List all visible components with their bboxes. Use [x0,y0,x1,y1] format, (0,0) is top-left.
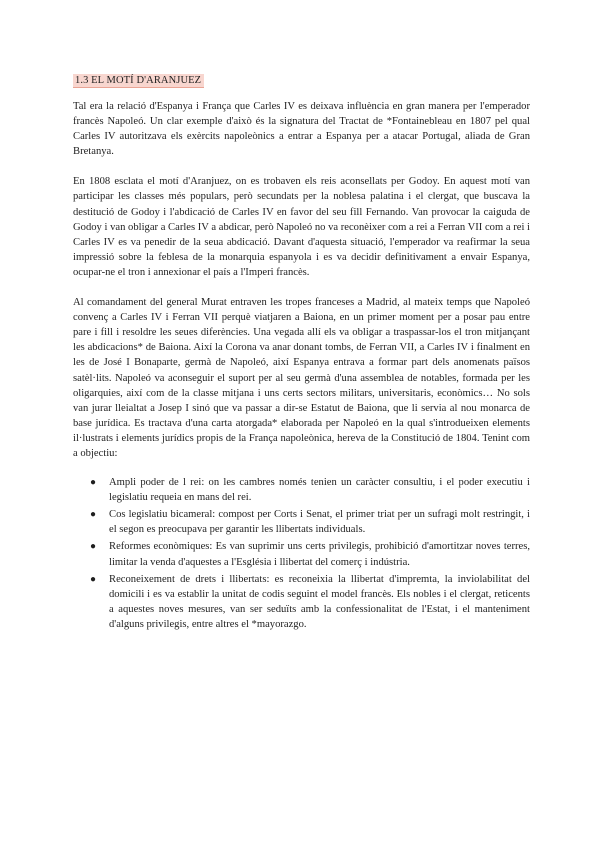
bullet-icon: ● [90,509,97,521]
list-item [90,507,530,537]
paragraph-1: Tal era la relació d'Espanya i França que Carles IV es deixava influència en gran manera per l'emperador francès Napoleó. Un clar exemple d'això és la signatura del Tractat de *Fontainebleau en 1807 pel qual Carles IV autoritzava els exèrcits napoleònics a entrar a Espanya per a atacar Portugal, aliada de Gran Bretanya. [73,101,530,158]
bullet-icon: ● [90,541,97,553]
list-item-text: Reconeixement de drets i llibertats: es reconeixia la llibertat d'impremta, la inviolabilitat del domicili i es va establir la unitat de codis seguint el model francès. Els nobles i el clergat, reticents a aquestes noves mesures, van ser seduïts amb la confessionalitat de l'Estat, i el manteniment d'alguns privilegis, entre altres el *mayorazgo. [109,573,530,630]
paragraph-2: En 1808 esclata el motí d'Aranjuez, on es trobaven els reis aconsellats per Godoy. En aquest motí van participar les classes més populars, però secundats per la noblesa palatina i el clergat, que buscava la destitució de Godoy i l'abdicació de Carles IV en favor del seu fill Fernando. Van provocar la caiguda de Godoy i van obligar a Carles IV a abdicar, però Napoleó no va reconèixer com a rei a Ferran VII com a rei i Carles IV es va penedir de la seua abdicació. Davant d'aquesta situació, l'emperador va reafirmar la seua impressió sobre la feblesa de la monarquia espanyola i es va decidir definitivament a envair Espanya, ocupar-ne el tron i annexionar el país a l'Imperi francès. [73,176,530,278]
bullet-icon: ● [90,477,97,489]
list-item [90,539,530,569]
list-item [90,572,530,632]
list-item-text: Ampli poder de l rei: on les cambres només tenien un caràcter consultiu, i el poder executiu i legislatiu requeia en mans del rei. [109,477,530,504]
bullet-icon: ● [90,573,97,585]
paragraph-3: Al comandament del general Murat entraven les tropes franceses a Madrid, al mateix temps que Napoleó convenç a Carles IV i Ferran VII perquè viatjaren a Baiona, en un primer moment per a posar pau entre pare i fill i resoldre les seues diferències. Una vegada allí els va obligar a traspassar-los el tron mitjançant les abdicacions* de Baiona. Així la Corona va anar donant tombs, de Ferran VII, a Carles IV i finalment en les de José I Bonaparte, germà de Napoleó, així Espanya entrava a formar part dels anomenats països satèl·lits. Napoleó va aconseguir el suport per al seu germà d'una assemblea de notables, formada per les oligarquies, així com de la classe mitjana i uns certs sectors militars, universitaris, econòmics… No sols van jurar lleialtat a Josep I sinó que va passar a dir-se Estatut de Baiona, que li servia al nou monarca de base jurídica. Es tractava d'una carta atorgada* elaborada per Napoleó en la qual s'introdueixen elements il·lustrats i elements jurídics propis de la França napoleònica, hereva de la Constitució de 1804. Tenint com a objectiu: [73,297,530,459]
list-item-text: Cos legislatiu bicameral: compost per Corts i Senat, el primer triat per un sufragi molt restringit, i el segon es preocupava per garantir les llibertats individuals. [109,509,530,536]
section-heading: 1.3 EL MOTÍ D'ARANJUEZ [73,74,204,88]
list-item-text: Reformes econòmiques: Es van suprimir uns certs privilegis, prohibició d'amortitzar noves terres, limitar la venda d'aquestes a l'Església i llibertat del comerç i indústria. [109,541,530,568]
objectives-list [73,475,530,632]
list-item [90,475,530,505]
